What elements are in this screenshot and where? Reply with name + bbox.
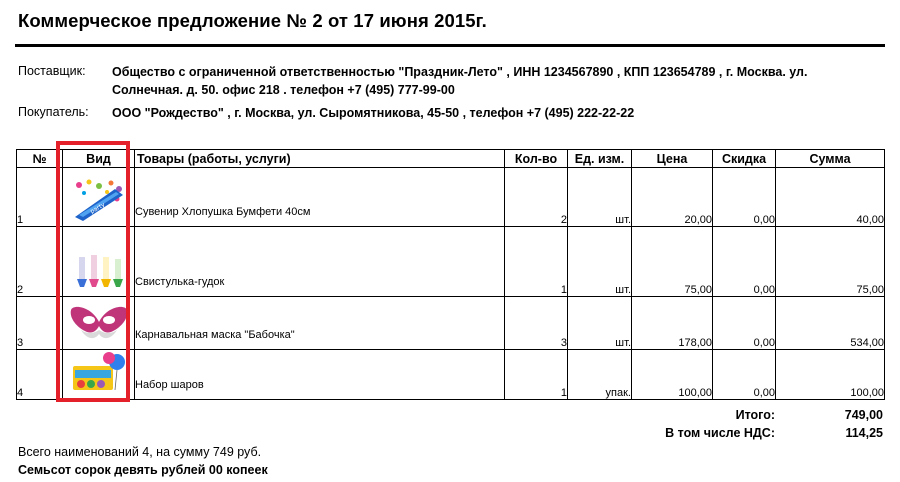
product-image <box>63 297 135 350</box>
product-sum: 534,00 <box>776 297 885 350</box>
row-num: 3 <box>17 297 63 350</box>
product-name-text: Набор шаров <box>135 379 204 391</box>
header-sum: Сумма <box>776 150 885 168</box>
product-sum: 75,00 <box>776 227 885 297</box>
buyer-details: ООО "Рождество" , г. Москва, ул. Сыромятникова, 45-50 , телефон +7 (495) 222-22-22 <box>112 106 635 120</box>
product-unit: упак. <box>568 350 632 400</box>
product-discount: 0,00 <box>713 227 776 297</box>
product-name <box>135 297 505 350</box>
product-name <box>135 168 505 227</box>
document-title: Коммерческое предложение № 2 от 17 июня 2015г. <box>18 10 487 31</box>
row-num: 1 <box>17 168 63 227</box>
header-goods: Товары (работы, услуги) <box>135 150 505 168</box>
vat-value: 114,25 <box>845 426 883 440</box>
supplier-details: Общество с ограниченной ответственностью "Праздник-Лето" , ИНН 1234567890 , КПП 123654789 , г. Москва. ул. Солнечная. д. 50. офис 218 . телефон +7 (495) 777-99-00 <box>112 65 808 97</box>
product-discount: 0,00 <box>713 350 776 400</box>
supplier-label: Поставщик: <box>18 64 86 78</box>
header-qty: Кол-во <box>505 150 568 168</box>
product-qty: 2 <box>505 168 568 227</box>
vat-label: В том числе НДС: <box>665 426 775 440</box>
summary <box>18 443 268 479</box>
product-qty: 3 <box>505 297 568 350</box>
product-sum: 40,00 <box>776 168 885 227</box>
product-unit: шт. <box>568 297 632 350</box>
header-unit: Ед. изм. <box>568 150 632 168</box>
table-row <box>17 227 885 297</box>
table-header-row <box>17 150 885 168</box>
product-price: 178,00 <box>632 297 713 350</box>
product-price: 20,00 <box>632 168 713 227</box>
product-image <box>63 168 135 227</box>
items-table <box>16 149 885 400</box>
product-price: 75,00 <box>632 227 713 297</box>
buyer-label: Покупатель: <box>18 105 89 119</box>
product-qty: 1 <box>505 350 568 400</box>
row-num: 4 <box>17 350 63 400</box>
product-unit: шт. <box>568 227 632 297</box>
butterfly-mask-icon <box>69 300 129 346</box>
header-discount: Скидка <box>713 150 776 168</box>
header-image: Вид <box>63 150 135 168</box>
total-label: Итого: <box>735 408 775 422</box>
table-row <box>17 168 885 227</box>
total-value: 749,00 <box>844 408 883 422</box>
product-unit: шт. <box>568 168 632 227</box>
balloon-set-icon <box>69 350 129 396</box>
product-name <box>135 227 505 297</box>
svg-text:party: party <box>88 201 106 216</box>
product-sum: 100,00 <box>776 350 885 400</box>
product-name-text: Свистулька-гудок <box>135 276 225 288</box>
table-row <box>17 297 885 350</box>
party-whistle-icon <box>69 247 129 293</box>
row-num: 2 <box>17 227 63 297</box>
summary-count: Всего наименований 4, на сумму 749 руб. <box>18 445 262 459</box>
product-qty: 1 <box>505 227 568 297</box>
table-row <box>17 350 885 400</box>
header-price: Цена <box>632 150 713 168</box>
header-num: № <box>17 150 63 168</box>
title-divider <box>15 44 885 47</box>
product-name-text: Карнавальная маска "Бабочка" <box>135 329 295 341</box>
product-name <box>135 350 505 400</box>
product-discount: 0,00 <box>713 168 776 227</box>
product-image <box>63 227 135 297</box>
product-discount: 0,00 <box>713 297 776 350</box>
confetti-popper-icon <box>69 177 129 223</box>
product-name-text: Сувенир Хлопушка Бумфети 40см <box>135 206 311 218</box>
summary-amount-words: Семьсот сорок девять рублей 00 копеек <box>18 463 268 477</box>
product-image <box>63 350 135 400</box>
product-price: 100,00 <box>632 350 713 400</box>
